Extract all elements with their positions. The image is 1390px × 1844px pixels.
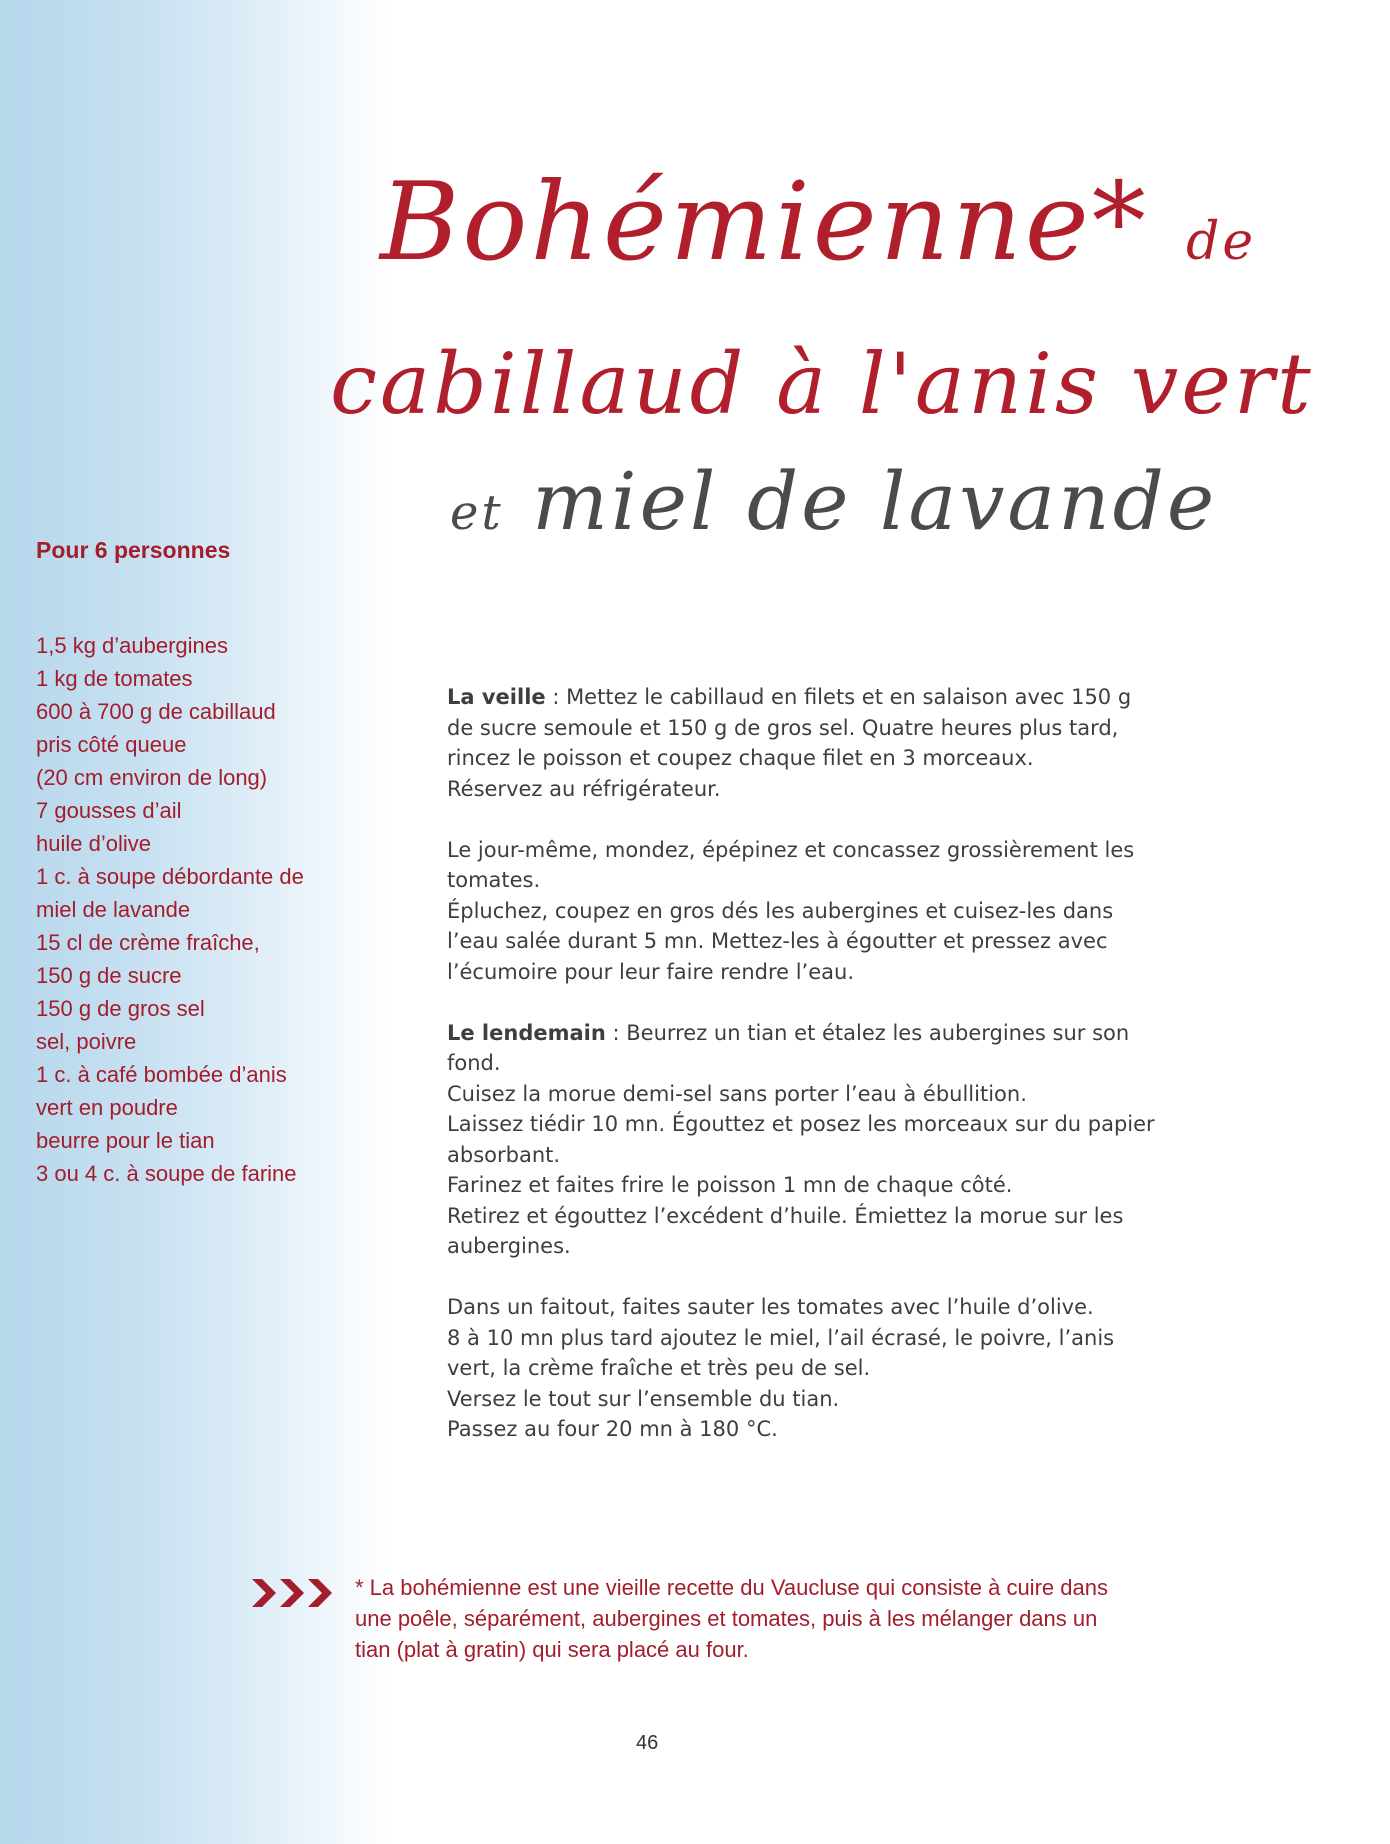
footnote [355,1572,1255,1665]
title-line-2: cabillaud à l'anis vert [330,335,1314,433]
ingredient-item: 1 kg de tomates [36,666,193,691]
title-words-miel-de-lavande: miel de lavande [532,455,1218,548]
instruction-line: Farinez et faites frire le poisson 1 mn de chaque côté. [447,1173,1013,1197]
instruction-line: rincez le poisson et coupez chaque filet en 3 morceaux. [447,746,1034,770]
ingredient-list [36,629,304,1190]
ingredient-item: 1,5 kg d’aubergines [36,633,229,658]
step-label-le-lendemain: Le lendemain [447,1020,606,1045]
instruction-line: Le jour-même, mondez, épépinez et concassez grossièrement les [447,837,1135,862]
ingredient-item: sel, poivre [36,1029,137,1054]
instruction-line: l’eau salée durant 5 mn. Mettez-les à égoutter et pressez avec [447,929,1108,953]
ingredient-item: pris côté queue [36,732,187,757]
title-line-3 [450,455,1217,548]
footnote-line: tian (plat à gratin) qui sera placé au four. [355,1637,749,1662]
instruction-line: Versez le tout sur l’ensemble du tian. [447,1386,840,1411]
instruction-line: 8 à 10 mn plus tard ajoutez le miel, l’ail écrasé, le poivre, l’anis [447,1325,1115,1350]
ingredient-item: 1 c. à soupe débordante de [36,864,304,889]
ingredient-item: beurre pour le tian [36,1128,215,1153]
instruction-line: l’écumoire pour leur faire rendre l’eau. [447,959,855,984]
instruction-line: absorbant. [447,1142,561,1167]
footnote-line: une poêle, séparément, aubergines et tomates, puis à les mélanger dans un [355,1606,1098,1631]
ingredient-item: (20 cm environ de long) [36,765,268,790]
triple-chevron-right-icon [250,1573,340,1613]
ingredient-item: 600 à 700 g de cabillaud [36,699,276,724]
title-word-bohemienne: Bohémienne* [380,160,1149,285]
ingredient-item: 150 g de gros sel [36,996,205,1021]
title-word-de: de [1186,212,1257,272]
instruction-line: aubergines. [447,1234,571,1258]
instruction-line: vert, la crème fraîche et très peu de sel. [447,1356,871,1380]
step-label-la-veille: La veille [447,685,546,709]
title-line-1 [380,160,1256,285]
ingredient-item: 3 ou 4 c. à soupe de farine [36,1161,297,1186]
ingredient-item: huile d’olive [36,831,151,856]
instructions [447,682,1227,1475]
title-word-et: et [450,485,504,541]
ingredient-item: vert en poudre [36,1095,178,1120]
instruction-line: Réservez au réfrigérateur. [447,776,721,801]
instruction-line: Cuisez la morue demi-sel sans porter l’eau à ébullition. [447,1081,1027,1106]
instruction-line: Passez au four 20 mn à 180 °C. [447,1417,778,1441]
ingredient-item: 150 g de sucre [36,963,182,988]
ingredient-item: 15 cl de crème fraîche, [36,930,260,955]
ingredient-item: 7 gousses d’ail [36,798,182,823]
instruction-line: Dans un faitout, faites sauter les tomates avec l’huile d’olive. [447,1295,1094,1319]
instruction-line: Laissez tiédir 10 mn. Égouttez et posez les morceaux sur du papier [447,1112,1155,1136]
instruction-line: fond. [447,1051,501,1075]
instruction-paragraph-le-lendemain [447,1018,1227,1262]
instruction-line: : Beurrez un tian et étalez les aubergines sur son [605,1020,1130,1045]
instruction-line: tomates. [447,868,541,892]
instruction-paragraph-faitout [447,1292,1227,1445]
ingredient-item: 1 c. à café bombée d’anis [36,1062,287,1087]
ingredient-item: miel de lavande [36,897,191,922]
servings-heading: Pour 6 personnes [36,537,231,563]
instruction-line: Retirez et égouttez l’excédent d’huile. Émiettez la morue sur les [447,1203,1124,1228]
instruction-line: de sucre semoule et 150 g de gros sel. Quatre heures plus tard, [447,715,1119,740]
instruction-paragraph-la-veille [447,682,1227,804]
instruction-line: : Mettez le cabillaud en filets et en salaison avec 150 g [545,685,1132,709]
page-number: 46 [636,1732,659,1754]
footnote-line: * La bohémienne est une vieille recette du Vaucluse qui consiste à cuire dans [355,1575,1108,1600]
instruction-line: Épluchez, coupez en gros dés les aubergines et cuisez-les dans [447,898,1114,923]
instruction-paragraph-jour-meme [447,835,1227,988]
